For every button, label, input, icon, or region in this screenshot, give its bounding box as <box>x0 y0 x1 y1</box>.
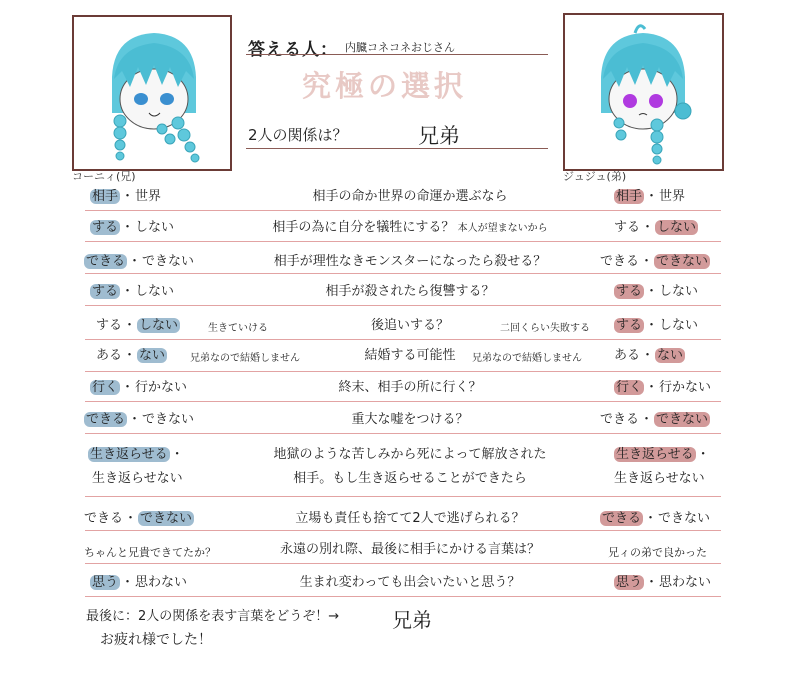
question-text <box>240 510 580 528</box>
row-divider <box>85 210 721 211</box>
separator-dot: ・ <box>121 220 135 235</box>
right-option-first: 相手 <box>616 189 643 204</box>
row-divider <box>85 273 721 274</box>
right-choice <box>600 412 710 427</box>
left-answer <box>96 317 180 335</box>
right-option-first: する <box>616 318 643 333</box>
left-answer-text: ちゃんと兄貴できてたか？ <box>84 546 216 559</box>
answerer-underline <box>246 54 548 55</box>
right-choice <box>614 284 698 299</box>
left-answer <box>90 219 174 237</box>
right-answer <box>600 253 710 271</box>
question-label: 相手が理性なきモンスターになったら殺せる？ <box>273 254 547 269</box>
left-option-second: ない <box>139 348 166 363</box>
right-answer <box>600 510 710 528</box>
left-option-first: 生き返らせる <box>90 447 168 462</box>
right-answer <box>614 283 698 301</box>
separator-dot: ・ <box>121 189 135 204</box>
right-option-second: できない <box>656 412 709 427</box>
right-choice <box>600 511 710 526</box>
left-answer <box>90 574 187 592</box>
separator-dot: ・ <box>121 284 135 299</box>
separator-dot: ・ <box>123 348 137 363</box>
left-answer <box>90 188 161 206</box>
row-divider <box>85 596 721 597</box>
row-divider <box>85 305 721 306</box>
left-option-second: しない <box>135 284 175 299</box>
left-option-second: しない <box>135 220 175 235</box>
question-label: 終末、相手の所に行く？ <box>338 380 482 395</box>
right-choice <box>614 575 711 590</box>
right-option-first: 行く <box>616 380 643 395</box>
row-divider <box>85 339 721 340</box>
separator-dot: ・ <box>645 189 659 204</box>
question-label: 後追いする？ <box>370 318 449 333</box>
question-label: 相手の命か世界の命運か選ぶなら <box>312 189 508 204</box>
left-option-second: しない <box>139 318 179 333</box>
question-note: 本人が望まないから <box>454 223 548 234</box>
left-option-second: できない <box>140 511 193 526</box>
right-option-second: しない <box>657 220 697 235</box>
right-option-second: 世界 <box>659 189 686 204</box>
character-right-illustration <box>565 15 722 169</box>
right-answer <box>614 188 685 206</box>
question-text <box>240 253 580 271</box>
left-option-first: 相手 <box>92 189 119 204</box>
right-choice <box>614 380 711 395</box>
question-label: 相手の為に自分を犠牲にする？ <box>272 220 455 235</box>
relationship-underline <box>246 148 548 149</box>
left-option-second: 思わない <box>135 575 188 590</box>
right-note: 兄弟なので結婚しません <box>472 353 582 364</box>
question-label: 重大な嘘をつける？ <box>351 412 469 427</box>
left-option-second: できない <box>142 254 195 269</box>
separator-dot: ・ <box>645 318 659 333</box>
separator-dot: ・ <box>696 447 710 462</box>
right-answer <box>614 347 685 365</box>
right-option-second: できない <box>658 511 711 526</box>
left-answer <box>84 411 194 429</box>
question-text <box>240 219 580 238</box>
right-option-second: 生き返らせない <box>614 471 705 486</box>
answerer-name: 内臓コネコネおじさん <box>345 41 455 54</box>
question-label: 永遠の別れ際、最後に相手にかける言葉は？ <box>279 542 540 557</box>
question-text <box>240 446 580 464</box>
left-option-first: ある <box>96 348 123 363</box>
row-divider <box>85 563 721 564</box>
separator-dot: ・ <box>645 380 659 395</box>
left-choice <box>90 575 187 590</box>
separator-dot: ・ <box>645 575 659 590</box>
right-option-second: できない <box>656 254 709 269</box>
right-option-first: 生き返らせる <box>616 447 694 462</box>
right-choice <box>614 348 685 363</box>
right-choice <box>600 254 710 269</box>
right-choice <box>614 189 685 204</box>
question-label: 生まれ変わっても出会いたいと思う？ <box>299 575 521 590</box>
right-choice <box>614 220 698 235</box>
left-answer <box>96 347 167 365</box>
left-option-second: できない <box>142 412 195 427</box>
separator-dot: ・ <box>121 575 135 590</box>
right-answer <box>600 411 710 429</box>
left-option-first: できる <box>86 254 126 269</box>
right-answer-text: 兄ィの弟で良かった <box>608 546 707 559</box>
right-answer <box>614 379 711 397</box>
left-option-second: 世界 <box>135 189 162 204</box>
left-answer <box>90 283 174 301</box>
answerer-label: 答える人： <box>248 40 338 60</box>
row-divider <box>85 530 721 531</box>
character-right-name: ジュジュ(弟) <box>563 170 627 183</box>
separator-dot: ・ <box>128 254 142 269</box>
left-choice <box>96 318 180 333</box>
right-option-first: できる <box>600 412 640 427</box>
left-option-first: 思う <box>92 575 119 590</box>
right-note: 二回くらい失敗する <box>500 323 590 334</box>
row-divider <box>85 401 721 402</box>
left-choice <box>90 220 174 235</box>
right-option-first: ある <box>614 348 641 363</box>
question-text <box>240 379 580 397</box>
question-label: 結婚する可能性 <box>364 348 456 363</box>
left-choice <box>84 254 194 269</box>
left-option-second: 行かない <box>135 380 188 395</box>
right-option-second: ない <box>657 348 684 363</box>
portrait-right <box>563 13 724 171</box>
relationship-value: 兄弟 <box>418 124 460 148</box>
left-answer <box>84 510 194 528</box>
separator-dot: ・ <box>640 254 654 269</box>
right-answer <box>614 574 711 592</box>
separator-dot: ・ <box>641 220 655 235</box>
question-text-line2: 相手。もし生き返らせることができたら <box>293 471 527 486</box>
question-text <box>240 411 580 429</box>
row-divider <box>85 496 721 497</box>
question-text <box>240 541 580 559</box>
left-option-first: する <box>92 220 119 235</box>
question-text <box>240 574 580 592</box>
separator-dot: ・ <box>644 511 658 526</box>
left-option-first: できる <box>84 511 124 526</box>
left-answer <box>90 379 187 397</box>
separator-dot: ・ <box>170 447 184 462</box>
character-left-name: コーニィ(兄) <box>72 170 136 183</box>
left-answer <box>88 446 185 464</box>
left-choice <box>90 284 174 299</box>
question-text <box>240 283 580 301</box>
right-option-second: しない <box>659 318 699 333</box>
right-answer <box>614 219 698 237</box>
separator-dot: ・ <box>645 284 659 299</box>
portrait-left <box>72 15 232 171</box>
question-label: 相手が殺されたら復讐する？ <box>325 284 495 299</box>
separator-dot: ・ <box>124 511 138 526</box>
question-label: 立場も責任も捨てて2人で逃げられる？ <box>295 511 525 526</box>
left-option-first: する <box>96 318 123 333</box>
right-answer <box>614 446 711 464</box>
question-label: 地獄のような苦しみから死によって解放された <box>273 447 547 462</box>
closing-message: お疲れ様でした！ <box>100 632 212 648</box>
left-note: 兄弟なので結婚しません <box>190 353 300 364</box>
row-divider <box>85 371 721 372</box>
right-answer <box>614 317 698 335</box>
left-choice <box>84 412 194 427</box>
right-option-first: できる <box>602 511 642 526</box>
final-prompt: 最後に：2人の関係を表す言葉をどうぞ！→ <box>86 609 340 624</box>
left-option-second: 生き返らせない <box>92 471 183 486</box>
left-choice <box>96 348 167 363</box>
page-title: 究極の選択 <box>302 69 468 103</box>
right-option-second: しない <box>659 284 699 299</box>
left-note: 生きていける <box>208 323 268 334</box>
left-option-first: できる <box>86 412 126 427</box>
separator-dot: ・ <box>128 412 142 427</box>
separator-dot: ・ <box>640 412 654 427</box>
relationship-label: 2人の関係は？ <box>248 126 348 144</box>
left-option-first: する <box>92 284 119 299</box>
separator-dot: ・ <box>641 348 655 363</box>
right-option-first: する <box>616 284 643 299</box>
right-option-second: 思わない <box>659 575 712 590</box>
left-option-first: 行く <box>92 380 119 395</box>
left-choice <box>84 511 194 526</box>
row-divider <box>85 433 721 434</box>
row-divider <box>85 241 721 242</box>
separator-dot: ・ <box>123 318 137 333</box>
right-option-first: する <box>614 220 641 235</box>
separator-dot: ・ <box>121 380 135 395</box>
left-choice <box>90 189 161 204</box>
left-answer <box>84 253 194 271</box>
right-option-second: 行かない <box>659 380 712 395</box>
right-choice <box>614 318 698 333</box>
right-option-first: 思う <box>616 575 643 590</box>
final-answer: 兄弟 <box>392 608 432 632</box>
question-text <box>240 188 580 206</box>
right-option-first: できる <box>600 254 640 269</box>
left-choice <box>90 380 187 395</box>
character-left-illustration <box>74 17 230 169</box>
